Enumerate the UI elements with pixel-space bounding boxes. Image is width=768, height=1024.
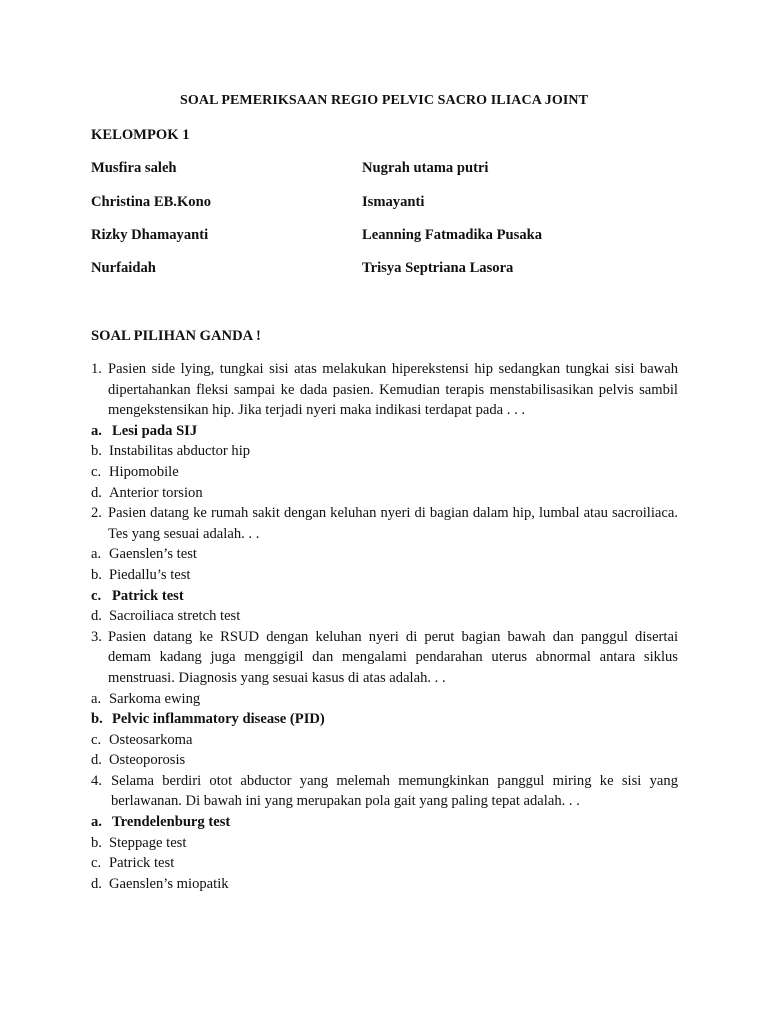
option-text: Osteoporosis [109,752,186,769]
member-name: Nurfaidah [91,260,156,276]
option-item [91,853,678,874]
member-name: Rizky Dhamayanti [91,227,209,243]
option-item [91,462,678,483]
option-item [91,709,678,730]
question-text: Selama berdiri otot abductor yang melemah memungkinkan panggul miring ke sisi yang berlawanan. Di bawah ini yang merupakan pola gait yang paling tepat adalah. . . [111,772,678,810]
option-letter: c. [91,731,102,748]
option-text: Steppage test [109,834,187,851]
option-text: Trendelenburg test [112,814,231,831]
option-text: Gaenslen’s test [109,546,197,563]
section-title: SOAL PILIHAN GANDA ! [91,328,261,344]
option-letter: b. [91,443,102,460]
option-text: Hipomobile [109,463,179,480]
member-name: Nugrah utama putri [362,160,489,176]
option-list [91,689,678,771]
member-name: Trisya Septriana Lasora [362,260,514,276]
option-item [91,441,678,462]
option-letter: a. [91,814,102,831]
option-item [91,689,678,710]
option-text: Instabilitas abductor hip [109,443,251,460]
question-item [91,359,678,503]
option-letter: c. [91,587,102,604]
option-letter: c. [91,463,102,480]
option-text: Sarkoma ewing [109,690,201,707]
option-item [91,750,678,771]
member-name: Leanning Fatmadika Pusaka [362,227,543,243]
question-number: 3. [91,628,102,645]
option-item [91,565,678,586]
option-letter: a. [91,690,102,707]
option-letter: b. [91,711,103,728]
option-list [91,812,678,894]
option-text: Lesi pada SIJ [112,422,198,439]
group-label: KELOMPOK 1 [91,127,190,143]
member-name: Musfira saleh [91,160,177,176]
member-name: Ismayanti [362,194,425,210]
question-text: Pasien side lying, tungkai sisi atas melakukan hiperekstensi hip sedangkan tungkai sisi bawah dipertahankan fleksi sampai ke dada pasien. Kemudian terapis menstabilisasikan pelvis sambil mengekstensikan hip. Jika terjadi nyeri maka indikasi terdapat pada . . . [108,361,678,419]
option-list [91,421,678,503]
option-item [91,606,678,627]
question-item [91,771,678,895]
option-text: Patrick test [109,855,175,872]
question-text: Pasien datang ke rumah sakit dengan keluhan nyeri di bagian dalam hip, lumbal atau sacroiliaca. Tes yang sesuai adalah. . . [108,505,678,542]
question-text: Pasien datang ke RSUD dengan keluhan nyeri di perut bagian bawah dan panggul disertai demam kadang juga menggigil dan mengalami pendarahan uterus abnormal antara siklus menstruasi. Diagnosis yang sesuai kasus di atas adalah. . . [108,628,678,686]
question-item [91,503,678,627]
member-name: Christina EB.Kono [91,194,212,210]
option-item [91,483,678,504]
option-item [91,833,678,854]
option-letter: d. [91,875,102,892]
option-item [91,812,678,833]
question-item [91,627,678,771]
option-item [91,586,678,607]
option-text: Pelvic inflammatory disease (PID) [112,711,325,728]
option-item [91,730,678,751]
option-text: Piedallu’s test [109,566,191,583]
option-item [91,421,678,442]
option-letter: d. [91,484,102,501]
option-item [91,874,678,895]
option-letter: b. [91,566,102,583]
option-letter: c. [91,855,102,872]
option-text: Sacroiliaca stretch test [109,608,241,625]
option-text: Osteosarkoma [109,731,193,748]
document-title: SOAL PEMERIKSAAN REGIO PELVIC SACRO ILIACA JOINT [179,93,589,108]
option-text: Gaenslen’s miopatik [109,875,229,892]
question-list [91,359,678,894]
option-item [91,544,678,565]
option-letter: d. [91,608,102,625]
option-list [91,544,678,626]
option-letter: d. [91,752,102,769]
option-letter: a. [91,422,102,439]
question-number: 4. [91,772,102,789]
question-number: 2. [91,505,102,522]
option-text: Patrick test [112,587,184,604]
option-text: Anterior torsion [109,484,203,501]
option-letter: b. [91,834,102,851]
option-letter: a. [91,546,102,563]
question-number: 1. [91,361,102,377]
